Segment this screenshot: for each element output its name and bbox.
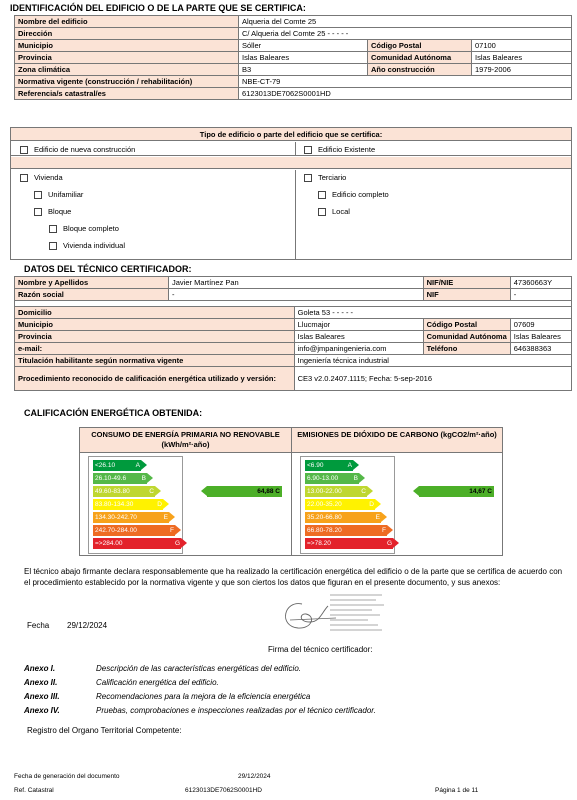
value: Islas Baleares xyxy=(294,331,423,343)
value: Islas Baleares xyxy=(472,52,572,64)
label: Normativa vigente (construcción / rehabilitación) xyxy=(15,76,239,88)
energy-bar-B xyxy=(93,473,147,484)
label: Nombre del edificio xyxy=(15,16,239,28)
checkbox[interactable] xyxy=(49,242,57,250)
footer-ref-label: Ref. Catastral xyxy=(14,787,54,794)
energy-bar-D xyxy=(93,499,163,510)
label: Domicilio xyxy=(15,307,295,319)
value: 646388363 xyxy=(510,343,571,355)
annex-label: Anexo IV. xyxy=(24,706,60,715)
rating-title: CALIFICACIÓN ENERGÉTICA OBTENIDA: xyxy=(24,408,203,418)
option-label: Local xyxy=(332,207,350,216)
value: - xyxy=(510,289,571,301)
energy-bar-letter: A xyxy=(135,462,140,469)
technician-table xyxy=(14,276,572,391)
emisiones-value: 14,67 xyxy=(469,488,486,495)
value: CE3 v2.0.2407.1115; Fecha: 5-sep-2016 xyxy=(294,367,571,391)
option-label: Edificio completo xyxy=(332,190,389,199)
energy-bar-arrow xyxy=(147,473,153,483)
fecha-value: 29/12/2024 xyxy=(67,621,108,630)
value: B3 xyxy=(239,64,368,76)
value: C/ Alqueria del Comte 25 - - - - - xyxy=(239,28,572,40)
energy-bar-arrow xyxy=(141,460,147,470)
building-table xyxy=(14,15,572,100)
energy-bar-C xyxy=(93,486,155,497)
annex-item xyxy=(24,664,301,673)
checkbox[interactable] xyxy=(304,174,312,182)
label: Comunidad Autónoma xyxy=(368,52,472,64)
footer-gen-value: 29/12/2024 xyxy=(238,773,271,780)
energy-bar-G xyxy=(93,538,181,549)
consumo-title: CONSUMO DE ENERGÍA PRIMARIA NO RENOVABLE (kWh/m²·año) xyxy=(80,428,291,453)
energy-bar-range: 6.90-13.00 xyxy=(307,475,339,482)
label: Municipio xyxy=(15,40,239,52)
energy-bar-F xyxy=(93,525,175,536)
annex-text: Calificación energética del edificio. xyxy=(96,678,219,687)
option-local[interactable] xyxy=(318,207,350,216)
value: - xyxy=(169,289,424,301)
emisiones-letter: C xyxy=(487,488,492,495)
technician-title: DATOS DEL TÉCNICO CERTIFICADOR: xyxy=(24,264,192,274)
energy-bar-range: 66.80-78.20 xyxy=(307,527,342,534)
energy-bar-arrow xyxy=(175,525,181,535)
energy-bar-letter: G xyxy=(386,540,392,547)
label: Código Postal xyxy=(423,319,510,331)
option-bloque[interactable] xyxy=(34,207,71,216)
energy-bar-range: 13.00-22.00 xyxy=(307,488,342,495)
annex-item xyxy=(24,692,310,701)
footer-page: Página 1 de 11 xyxy=(435,787,479,794)
annex-text: Pruebas, comprobaciones e inspecciones realizadas por el técnico certificador. xyxy=(96,706,376,715)
energy-bar-letter: E xyxy=(375,514,380,521)
value: 07100 xyxy=(472,40,572,52)
value: Alqueria del Comte 25 xyxy=(239,16,572,28)
energy-bar-range: 22.00-35.20 xyxy=(307,501,342,508)
energy-bar-A xyxy=(93,460,141,471)
annex-item xyxy=(24,706,376,715)
value: NBE-CT-79 xyxy=(239,76,572,88)
label: Procedimiento reconocido de calificación energética utilizado y versión: xyxy=(15,367,295,391)
label: Nombre y Apellidos xyxy=(15,277,169,289)
energy-bar-letter: D xyxy=(157,501,162,508)
option-label: Bloque xyxy=(48,207,72,216)
label: Teléfono xyxy=(423,343,510,355)
energy-bar-E xyxy=(305,512,381,523)
consumo-value: 64,88 xyxy=(257,488,274,495)
option-label: Edificio Existente xyxy=(318,145,376,154)
label: Provincia xyxy=(15,52,239,64)
footer-gen-label: Fecha de generación del documento xyxy=(14,773,120,780)
label: NIF/NIE xyxy=(423,277,510,289)
energy-bar-range: <26.10 xyxy=(95,462,116,469)
energy-bar-A xyxy=(305,460,353,471)
label: Razón social xyxy=(15,289,169,301)
energy-bar-arrow xyxy=(181,538,187,548)
checkbox[interactable] xyxy=(20,174,28,182)
type-separator xyxy=(11,157,571,169)
annex-label: Anexo III. xyxy=(24,692,60,701)
emisiones-indicator xyxy=(419,486,494,497)
energy-bar-letter: F xyxy=(170,527,174,534)
energy-bar-letter: B xyxy=(141,475,146,482)
building-type-title: Tipo de edificio o parte del edificio que se certifica: xyxy=(11,128,571,141)
value: Sóller xyxy=(239,40,368,52)
label: NIF xyxy=(423,289,510,301)
energy-bar-G xyxy=(305,538,393,549)
value: Islas Baleares xyxy=(510,331,571,343)
energy-bar-letter: D xyxy=(369,501,374,508)
checkbox[interactable] xyxy=(34,191,42,199)
value: 1979-2006 xyxy=(472,64,572,76)
energy-bar-letter: B xyxy=(353,475,358,482)
declaration-text: El técnico abajo firmante declara responsablemente que ha realizado la certificación energética del edificio o de la parte que se certifica de acuerdo con el procedimiento establecido por la normativa vigente y que son ciertos los datos que figuran en el presente documento, y sus anexos: xyxy=(24,567,563,587)
label: e-mail: xyxy=(15,343,295,355)
annex-item xyxy=(24,678,219,687)
option-label: Vivienda xyxy=(34,173,63,182)
energy-bar-D xyxy=(305,499,375,510)
energy-bar-arrow xyxy=(375,499,381,509)
label: Año construcción xyxy=(368,64,472,76)
registro-label: Registro del Organo Territorial Competente: xyxy=(27,726,182,735)
fecha-label: Fecha xyxy=(27,621,50,630)
energy-bar-letter: C xyxy=(361,488,366,495)
label: Titulación habilitante según normativa vigente xyxy=(15,355,295,367)
label: Comunidad Autónoma xyxy=(423,331,510,343)
option-edificio-completo[interactable] xyxy=(318,190,389,199)
checkbox[interactable] xyxy=(318,191,326,199)
value: Javier Martínez Pan xyxy=(169,277,424,289)
label: Provincia xyxy=(15,331,295,343)
energy-bar-range: <6.90 xyxy=(307,462,324,469)
email-value[interactable]: info@jmpaningenieria.com xyxy=(294,343,423,355)
energy-bar-E xyxy=(93,512,169,523)
emisiones-title: EMISIONES DE DIÓXIDO DE CARBONO (kgCO2/m²·año) xyxy=(292,428,502,453)
energy-bar-letter: A xyxy=(347,462,352,469)
option-unifamiliar[interactable] xyxy=(34,190,83,199)
annex-label: Anexo I. xyxy=(24,664,56,673)
value: Islas Baleares xyxy=(239,52,368,64)
energy-bar-B xyxy=(305,473,359,484)
energy-bar-range: 83.80-134.30 xyxy=(95,501,134,508)
energy-bar-arrow xyxy=(155,486,161,496)
energy-bar-range: 49.60-83.80 xyxy=(95,488,130,495)
checkbox[interactable] xyxy=(318,208,326,216)
label: Municipio xyxy=(15,319,295,331)
option-terciario[interactable] xyxy=(304,173,346,182)
energy-bar-range: 35.20-66.80 xyxy=(307,514,342,521)
energy-bar-letter: F xyxy=(382,527,386,534)
label: Referencia/s catastral/es xyxy=(15,88,239,100)
energy-bar-range: =>78.20 xyxy=(307,540,331,547)
checkbox[interactable] xyxy=(34,208,42,216)
energy-bar-letter: C xyxy=(149,488,154,495)
energy-bar-arrow xyxy=(353,460,359,470)
checkbox[interactable] xyxy=(49,225,57,233)
energy-bar-arrow xyxy=(387,525,393,535)
footer-ref-value: 6123013DE7062S0001HD xyxy=(185,787,262,794)
energy-bar-letter: E xyxy=(163,514,168,521)
energy-bar-range: =>284.00 xyxy=(95,540,123,547)
value: Ingeniería técnica industrial xyxy=(294,355,571,367)
identification-title: IDENTIFICACIÓN DEL EDIFICIO O DE LA PARTE QUE SE CERTIFICA: xyxy=(10,3,306,13)
energy-bar-arrow xyxy=(359,473,365,483)
firma-label: Firma del técnico certificador: xyxy=(268,645,373,654)
value: 6123013DE7062S0001HD xyxy=(239,88,572,100)
value: Goleta 53 - - - - - xyxy=(294,307,571,319)
option-label: Unifamiliar xyxy=(48,190,84,199)
annex-text: Descripción de las características energéticas del edificio. xyxy=(96,664,301,673)
option-bloque-completo[interactable] xyxy=(49,224,119,233)
option-existente[interactable] xyxy=(304,145,375,154)
consumo-indicator xyxy=(207,486,282,497)
energy-bar-letter: G xyxy=(174,540,180,547)
value: 47360663Y xyxy=(510,277,571,289)
divider xyxy=(295,170,296,259)
energy-bar-C xyxy=(305,486,367,497)
energy-bar-arrow xyxy=(163,499,169,509)
annex-text: Recomendaciones para la mejora de la eficiencia energética xyxy=(96,692,311,701)
annex-label: Anexo II. xyxy=(24,678,58,687)
energy-bar-arrow xyxy=(381,512,387,522)
checkbox[interactable] xyxy=(304,146,312,154)
energy-bar-range: 26.10-49.6 xyxy=(95,475,127,482)
divider xyxy=(295,142,296,156)
value: 07609 xyxy=(510,319,571,331)
consumo-letter: C xyxy=(275,488,280,495)
label: Zona climática xyxy=(15,64,239,76)
option-label: Vivienda individual xyxy=(63,241,125,250)
label: Dirección xyxy=(15,28,239,40)
energy-bar-arrow xyxy=(169,512,175,522)
energy-bar-arrow xyxy=(367,486,373,496)
option-label: Bloque completo xyxy=(63,224,119,233)
signature-stamp xyxy=(272,592,392,637)
option-label: Edificio de nueva construcción xyxy=(34,145,136,154)
option-vivienda[interactable] xyxy=(20,173,63,182)
value: Llucmajor xyxy=(294,319,423,331)
energy-bar-F xyxy=(305,525,387,536)
energy-bar-arrow xyxy=(393,538,399,548)
energy-bar-range: 242.70-284.00 xyxy=(95,527,137,534)
checkbox[interactable] xyxy=(20,146,28,154)
option-vivienda-individual[interactable] xyxy=(49,241,125,250)
option-label: Terciario xyxy=(318,173,347,182)
label: Código Postal xyxy=(368,40,472,52)
option-nueva[interactable] xyxy=(20,145,135,154)
energy-bar-range: 134.30-242.70 xyxy=(95,514,137,521)
